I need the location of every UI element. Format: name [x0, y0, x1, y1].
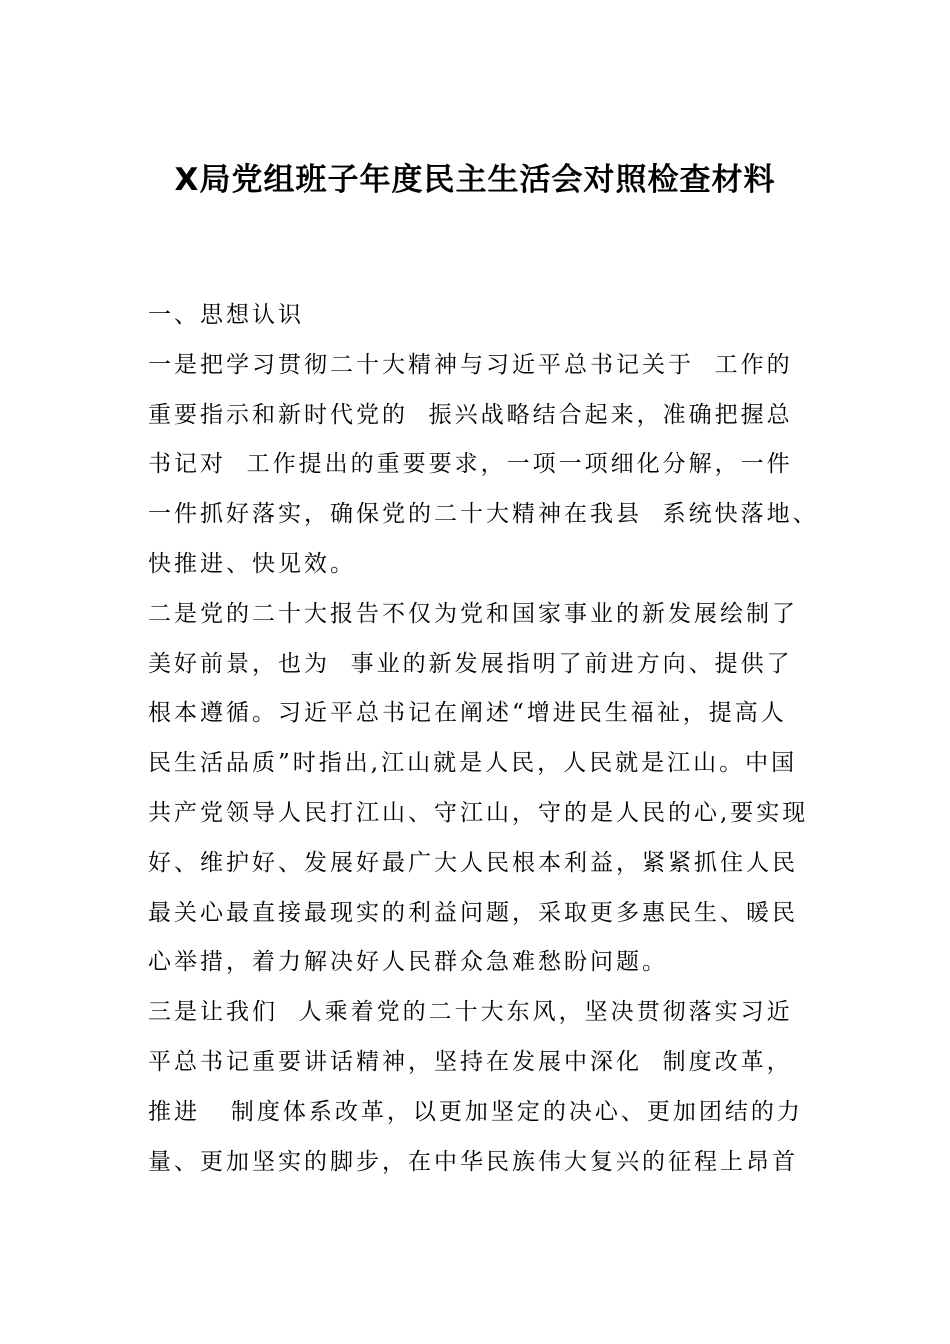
paragraph-line: 一件抓好落实，确保党的二十大精神在我县 系统快落地、: [148, 501, 819, 528]
paragraph-line: 三是让我们 人乘着党的二十大东风，坚决贯彻落实习近: [148, 999, 793, 1026]
section-heading: 一、思想认识: [148, 302, 304, 328]
paragraph-line: 推进 制度体系改革，以更加坚定的决心、更加团结的力: [148, 1098, 803, 1125]
paragraph-line: 民生活品质”时指出,江山就是人民，人民就是江山。中国: [148, 750, 798, 777]
paragraph-line: 心举措，着力解决好人民群众急难愁盼问题。: [148, 949, 668, 976]
paragraph-line: 共产党领导人民打江山、守江山，守的是人民的心,要实现: [148, 799, 809, 826]
paragraph-line: 书记对 工作提出的重要要求，一项一项细化分解，一件: [148, 451, 793, 478]
paragraph-line: 快推进、快见效。: [148, 550, 356, 577]
document-title: X局党组班子年度民主生活会对照检查材料: [174, 162, 776, 198]
paragraph-line: 好、维护好、发展好最广大人民根本利益，紧紧抓住人民: [148, 849, 798, 876]
document-body: [148, 291, 828, 1187]
paragraph-line: 一是把学习贯彻二十大精神与习近平总书记关于 工作的: [148, 351, 793, 378]
paragraph-line: 平总书记重要讲话精神，坚持在发展中深化 制度改革，: [148, 1048, 793, 1075]
paragraph-line: 二是党的二十大报告不仅为党和国家事业的新发展绘制了: [148, 600, 798, 627]
paragraph-line: 最关心最直接最现实的利益问题，采取更多惠民生、暖民: [148, 899, 798, 926]
paragraph-line: 量、更加坚实的脚步，在中华民族伟大复兴的征程上昂首: [148, 1148, 798, 1175]
paragraph-line: 美好前景，也为 事业的新发展指明了前进方向、提供了: [148, 650, 793, 677]
paragraph-line: 重要指示和新时代党的 振兴战略结合起来，准确把握总: [148, 401, 793, 428]
paragraph-line: 根本遵循。习近平总书记在阐述“增进民生福祉，提高人: [148, 700, 787, 727]
